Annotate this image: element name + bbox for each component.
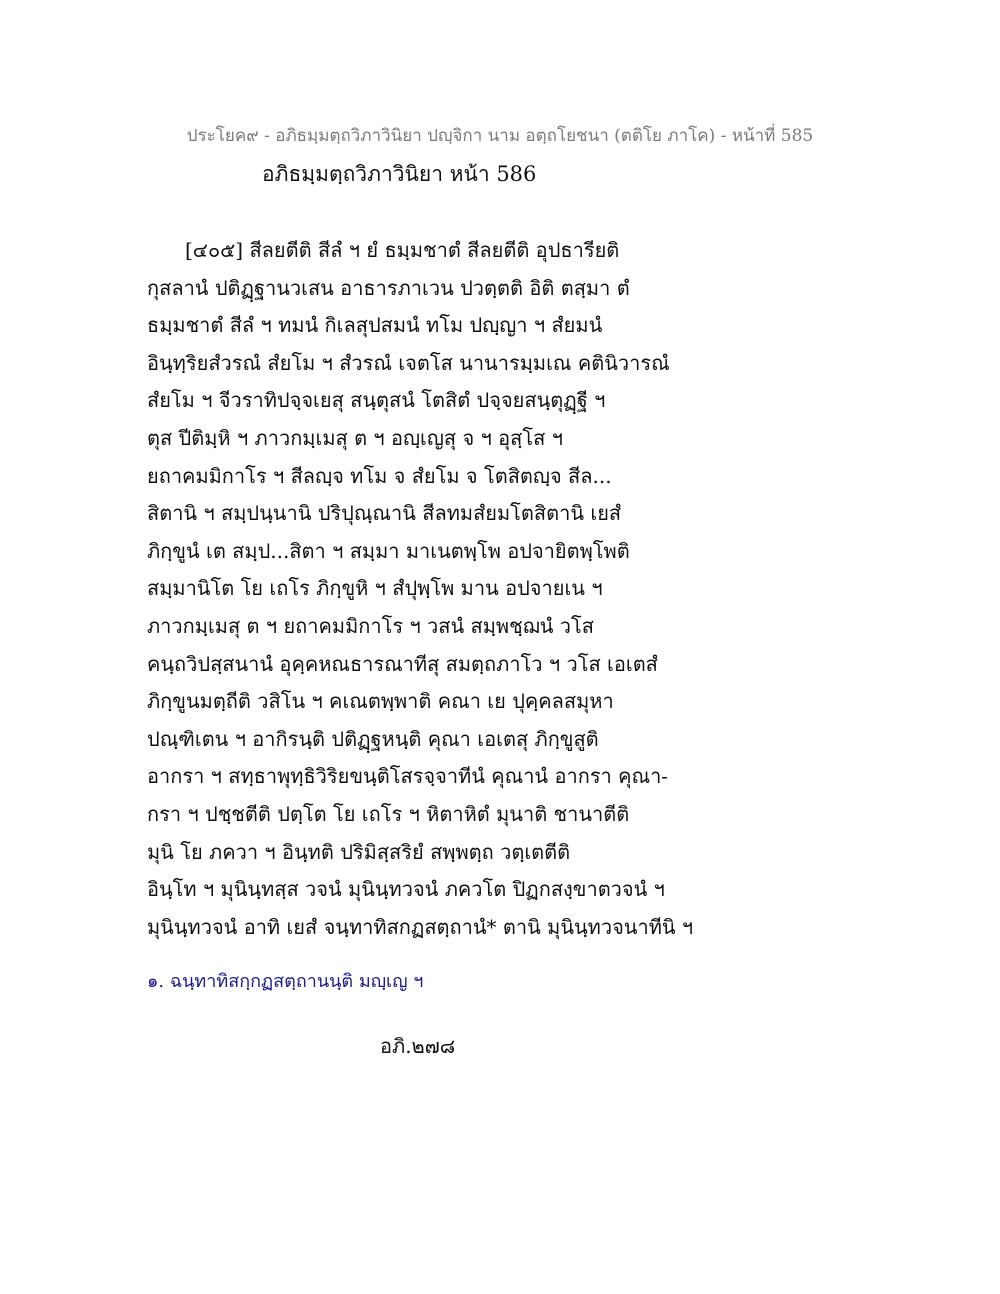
body-line: กุสลานํ ปติฏฺฐานวเสน อาธารภาเวน ปวตฺตติ อิติ ตสฺมา ตํ [147, 275, 630, 300]
body-line: ตุส ปีติมฺหิ ฯ ภาวกมฺเมสุ ต ฯ อญฺเญสุ จ ฯ อุสฺโส ฯ [147, 425, 563, 450]
body-line: ภิกฺขูนํ เต สมฺป...สิตา ฯ สมฺมา มาเนตพฺโพ อปจายิตพฺโพติ [147, 538, 630, 563]
body-line: สมฺมานิโต โย เถโร ภิกฺขูหิ ฯ สํปุพฺโพ มาน อปจายเน ฯ [147, 576, 603, 601]
page-title: อภิธมฺมตฺถวิภาวินิยา หน้า 586 [262, 162, 537, 186]
body-line: สิตานิ ฯ สมฺปนฺนานิ ปริปุณฺณานิ สีลทมสํยมโตสิตานิ เยสํ [147, 501, 622, 526]
body-text [147, 232, 707, 946]
running-header [0, 122, 1000, 149]
body-line: [๔๐๕] สีลยตีติ สีลํ ฯ ยํ ธมฺมชาตํ สีลยตีติ อุปธารียติ [185, 238, 620, 262]
body-line: ยถาคมมิกาโร ฯ สีลญฺจ ทโม จ สํยโม จ โตสิตญฺจ สีล... [147, 463, 612, 488]
body-line: อินฺโท ฯ มุนินฺทสฺส วจนํ มุนินฺทวจนํ ภควโต ปิฏกสงฺขาตวจนํ ฯ [147, 877, 665, 902]
body-line: สํยโม ฯ จีวราทิปจฺจเยสุ สนฺตุสนํ โตสิตํ ปจฺจยสนฺตุฏฺฐี ฯ [147, 388, 606, 413]
body-line: คนฺถวิปสฺสนานํ อุคฺคหณธารณาทีสุ สมตฺถภาโว ฯ วโส เอเตสํ [147, 651, 658, 676]
body-line: มุนิ โย ภควา ฯ อินฺทติ ปริมิสฺสริยํ สพฺพตฺถ วตฺเตตีติ [147, 839, 571, 864]
body-line: อินฺทฺริยสํวรณํ สํยโม ฯ สํวรณํ เจตโส นานารมฺมเณ คตินิวารณํ [147, 350, 670, 375]
body-line: ภิกฺขูนมตฺถีติ วสิโน ฯ คเณตพฺพาติ คณา เย ปุคฺคลสมุหา [147, 689, 614, 714]
body-line: กรา ฯ ปชฺชตีติ ปตฺโต โย เถโร ฯ หิตาหิตํ มุนาติ ชานาตีติ [147, 801, 630, 826]
body-line: อากรา ฯ สทฺธาพุทฺธิวิริยขนฺติโสรจฺจาทีนํ คุณานํ อากรา คุณา- [147, 764, 669, 789]
footnote: ๑. ฉนฺทาทิสกฺกฏสตฺถานนฺติ มญฺเญ ฯ [147, 971, 424, 992]
body-line: มุนินฺทวจนํ อาทิ เยสํ จนฺทาทิสกฏสตฺถานํ* ตานิ มุนินฺทวจนาทีนิ ฯ [147, 914, 694, 939]
page-reference: อภิ.๒๗๘ [380, 1034, 456, 1058]
body-line: ภาวกมฺเมสุ ต ฯ ยถาคมมิกาโร ฯ วสนํ สมฺพชฺฌนํ วโส [147, 613, 594, 638]
body-line: ปณฺฑิเตน ฯ อากิรนฺติ ปติฏฺฐหนฺติ คุณา เอเตสุ ภิกฺขูสูติ [147, 726, 599, 751]
body-line: ธมฺมชาตํ สีลํ ฯ ทมนํ กิเลสุปสมนํ ทโม ปญฺญา ฯ สํยมนํ [147, 313, 603, 338]
running-header-text: ประโยค๙ - อภิธมฺมตฺถวิภาวินิยา ปญฺจิกา นาม อตฺถโยชนา (ตติโย ภาโค) - หน้าที่ 585 [186, 126, 814, 146]
